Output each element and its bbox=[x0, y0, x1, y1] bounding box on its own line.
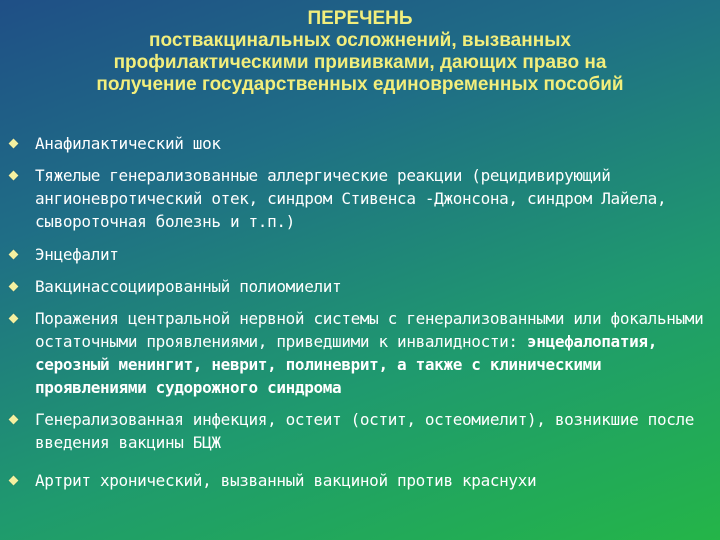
list-item bbox=[0, 307, 720, 399]
title-line-1: ПЕРЕЧЕНЬ bbox=[307, 8, 413, 29]
diamond-bullet-icon bbox=[9, 476, 19, 486]
list-item bbox=[0, 275, 720, 298]
list-item-text: Генерализованная инфекция, остеит (остит, остеомиелит), возникшие после введения вакцины БЦЖ bbox=[35, 410, 695, 452]
diamond-bullet-icon bbox=[9, 171, 19, 181]
list-item-text: Поражения центральной нервной системы с генерализованными или фокальными остаточными проявлениями, приведшими к инвалидности: bbox=[35, 309, 704, 351]
list-item bbox=[0, 164, 720, 233]
list-item-text: Вакцинассоциированный полиомиелит bbox=[35, 277, 342, 296]
list-item bbox=[0, 243, 720, 266]
list-item-emphasis: энцефалопатия, серозный менингит, неврит, полиневрит, а также с клиническими проявлениями судорожного синдрома bbox=[35, 332, 657, 397]
diamond-bullet-icon bbox=[9, 314, 19, 324]
list-item bbox=[0, 469, 720, 492]
diamond-bullet-icon bbox=[9, 250, 19, 260]
diamond-bullet-icon bbox=[9, 139, 19, 149]
complications-list bbox=[0, 132, 720, 492]
list-item-text: Анафилактический шок bbox=[35, 134, 221, 153]
slide-title bbox=[10, 8, 710, 96]
list-item-text: Тяжелые генерализованные аллергические реакции (рецидивирующий ангионевротический отек, синдром Стивенса -Джонсона, синдром Лайела, сывороточная болезнь и т.п.) bbox=[35, 166, 667, 231]
title-line-4: получение государственных единовременных пособий bbox=[96, 74, 624, 95]
title-line-3: профилактическими прививками, дающих право на bbox=[113, 52, 607, 73]
list-item-text: Энцефалит bbox=[35, 245, 119, 264]
list-item bbox=[0, 132, 720, 155]
diamond-bullet-icon bbox=[9, 415, 19, 425]
list-item bbox=[0, 408, 720, 454]
title-line-2: поствакцинальных осложнений, вызванных bbox=[148, 30, 571, 51]
diamond-bullet-icon bbox=[9, 282, 19, 292]
list-item-text: Артрит хронический, вызванный вакциной против краснухи bbox=[35, 471, 537, 490]
